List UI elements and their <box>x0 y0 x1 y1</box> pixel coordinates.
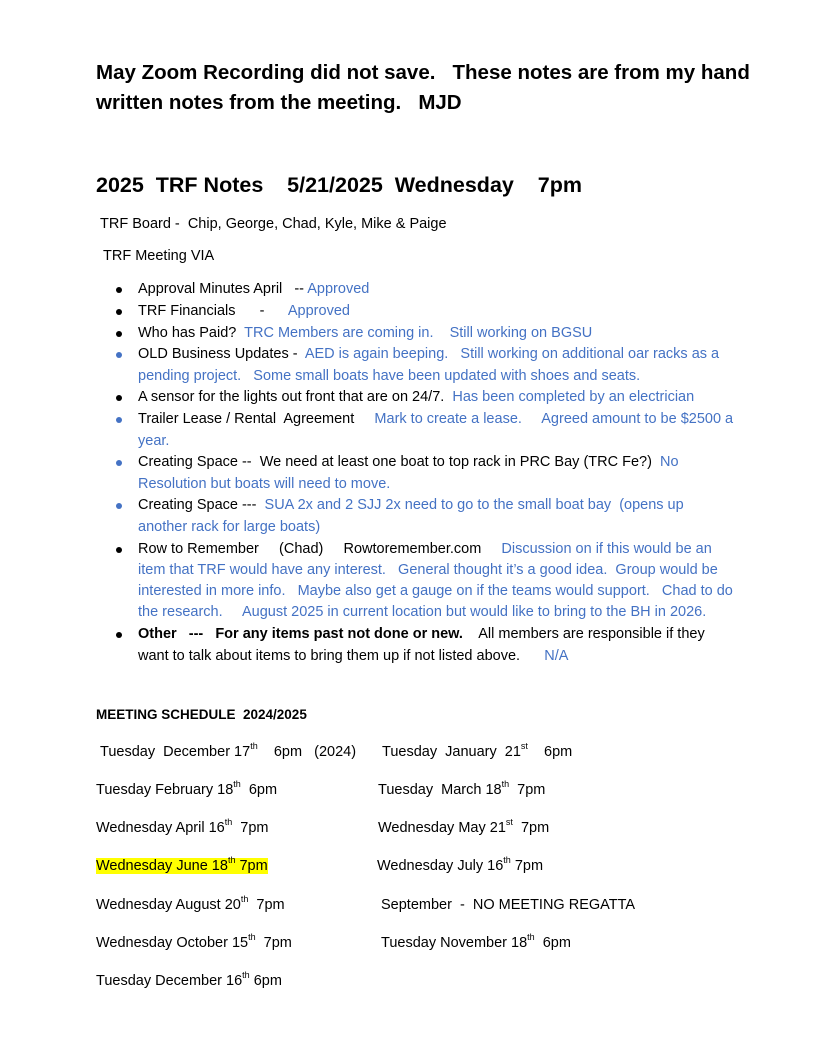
item-text: Who has Paid? <box>138 324 245 341</box>
item-note: No Resolution but boats will need to move. <box>138 454 683 492</box>
bullet-icon <box>116 309 122 315</box>
schedule-entry: September - NO MEETING REGATTA <box>381 897 636 913</box>
bullet-icon <box>116 547 122 553</box>
item-text: Trailer Lease / Rental Agreement <box>138 411 375 428</box>
item-note: Has been completed by an electrician <box>452 389 695 406</box>
schedule-entry: Wednesday May 21st 7pm <box>378 817 550 836</box>
item-text: OLD Business Updates - <box>138 346 305 363</box>
agenda-item <box>96 279 736 300</box>
meeting-via: TRF Meeting VIA <box>103 248 215 264</box>
bullet-icon <box>116 331 122 337</box>
schedule-entry: Tuesday January 21st 6pm <box>382 741 573 760</box>
item-text: All members are responsible if they want to talk about items to bring them up if not listed above. <box>138 626 709 664</box>
schedule-entry-highlighted: Wednesday June 18th 7pm <box>96 855 268 874</box>
schedule-entry: Wednesday October 15th 7pm <box>96 932 292 951</box>
schedule-entry: Tuesday March 18th 7pm <box>378 779 546 798</box>
item-note: Approved <box>307 281 370 297</box>
item-text: TRF Financials - <box>138 302 288 319</box>
schedule-entry: Tuesday November 18th 6pm <box>381 932 571 951</box>
item-text: Creating Space --- <box>138 497 265 514</box>
schedule-entry: Tuesday February 18th 6pm <box>96 779 278 798</box>
agenda-item <box>96 387 736 408</box>
intro-note: May Zoom Recording did not save. These notes are from my hand written notes from the meeting. MJD <box>96 61 756 114</box>
bullet-icon <box>116 460 122 466</box>
agenda-item <box>96 323 736 344</box>
document-heading: 2025 TRF Notes 5/21/2025 Wednesday 7pm <box>96 173 582 197</box>
item-note: TRC Members are coming in. Still working on BGSU <box>244 324 593 341</box>
schedule-title: MEETING SCHEDULE 2024/2025 <box>96 707 307 722</box>
bullet-icon <box>116 395 122 401</box>
board-members: TRF Board - Chip, George, Chad, Kyle, Mike & Paige <box>100 216 447 232</box>
agenda-item <box>96 344 736 387</box>
item-note: Approved <box>287 302 350 319</box>
schedule-entry: Wednesday August 20th 7pm <box>96 894 285 913</box>
agenda-item-other <box>96 624 736 667</box>
item-note: Discussion on if this would be an item that TRF would have any interest. General thought it’s a good idea. Group would be interested in more info. Maybe also get a gauge on if the teams would support. Chad to do the research. August 2025 in current location but would like to bring to the BH in 2026. <box>138 540 737 621</box>
item-note: N/A <box>544 647 569 664</box>
agenda-item <box>96 409 736 452</box>
item-text: Approval Minutes April -- <box>138 281 308 297</box>
item-text-bold: Other --- For any items past not done or new. <box>138 626 463 643</box>
item-note: SUA 2x and 2 SJJ 2x need to go to the small boat bay (opens up another rack for large boats) <box>138 497 688 535</box>
agenda-item <box>96 539 736 624</box>
schedule-entry: Tuesday December 16th 6pm <box>96 970 282 989</box>
item-text: Creating Space -- We need at least one boat to top rack in PRC Bay (TRC Fe?) <box>138 454 660 471</box>
bullet-icon <box>116 503 122 509</box>
item-note: AED is again beeping. Still working on additional oar racks as a pending project. Some small boats have been updated with shoes and seats. <box>138 346 724 384</box>
schedule-entry: Tuesday December 17th 6pm (2024) <box>100 741 357 760</box>
agenda-item <box>96 452 736 495</box>
schedule-entry: Wednesday July 16th 7pm <box>377 855 544 874</box>
bullet-icon <box>116 287 122 293</box>
agenda-item <box>96 495 736 538</box>
bullet-icon <box>116 632 122 638</box>
agenda-item <box>96 301 736 322</box>
schedule-entry: Wednesday April 16th 7pm <box>96 817 269 836</box>
bullet-icon <box>116 417 122 423</box>
item-note: Mark to create a lease. Agreed amount to be $2500 a year. <box>138 411 738 449</box>
bullet-icon <box>116 352 122 358</box>
item-text: Row to Remember (Chad) Rowtoremember.com <box>138 540 502 557</box>
item-text: A sensor for the lights out front that are on 24/7. <box>138 389 453 406</box>
agenda-list <box>96 279 736 667</box>
